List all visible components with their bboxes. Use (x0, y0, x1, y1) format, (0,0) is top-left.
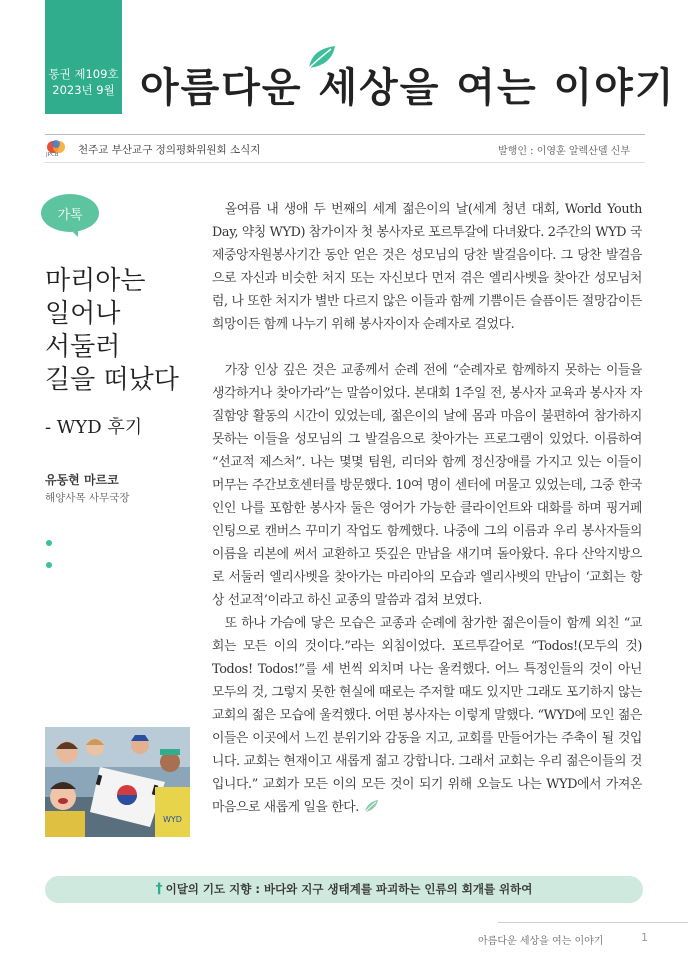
issue-badge (45, 0, 122, 114)
article-paragraph: 올여름 내 생애 두 번째의 세계 젊은이의 날(세계 청년 대회, World Youth Day, 약칭 WYD) 참가이자 첫 봉사자로 포르투갈에 다녀왔다. 2주간의 WYD 국제중앙자원봉사기간 동안 얻은 것은 성모님의 당찬 발걸음이다. 그 당찬 발걸음으로 자신과 비슷한 처지 또는 자신보다 먼저 겪은 엘리사벳을 찾아간 성모님처럼, 나 또한 처지가 별반 다르지 않은 이들과 함께 기쁨이든 슬픔이든 절망감이든 희망이든 함께 나누기 위해 봉사자이자 순례자로 걸었다. (212, 202, 642, 332)
masthead-title: 아름다운 세상을 여는 이야기 (140, 64, 676, 111)
end-leaf-icon (363, 799, 379, 813)
header-divider (45, 134, 645, 135)
logo-caption: JPCB (46, 152, 59, 158)
title-line: 마리아는 (45, 266, 146, 296)
title-line: 일어나 (45, 299, 121, 329)
article-body (212, 198, 642, 819)
footer-divider (498, 922, 688, 923)
cross-icon: † (155, 881, 163, 897)
page-number: 1 (641, 931, 648, 944)
organization-name: 천주교 부산교구 정의평화위원회 소식지 (78, 144, 261, 156)
author-role: 해양사목 사무국장 (45, 492, 130, 504)
footer-running-title: 아름다운 세상을 여는 이야기 (478, 936, 604, 947)
bullet-dot (46, 540, 52, 546)
article-title (45, 265, 205, 397)
author-name: 유동현 마르코 (45, 473, 119, 487)
title-line: 길을 떠났다 (45, 365, 179, 395)
article-paragraph-text: 또 하나 가슴에 닿은 모습은 교종과 순례에 참가한 젊은이들이 함께 외친 “교회는 모든 이의 것이다.”라는 외침이었다. 포르투갈어로 “Todos!(모두의 것) Todos! Todos!”를 세 번씩 외치며 나는 울컥했다. 어느 특정인들의 것이 아닌 모두의 것, 그렇지 못한 현실에 때로는 주저할 때도 있지만 그래도 포기하지 않는 교회의 젊은 모습에 울컥했다. 어떤 봉사자는 이렇게 말했다. “WYD에 모인 젊은이들은 이곳에서 느낀 분위기와 감동을 지고, 교회를 만들어가는 주축이 될 것입니다. 교회는 현재이고 새롭게 젊고 강합니다. 그래서 교회는 우리 젊은이들의 것입니다.” 교회가 모든 이의 모든 것이 되기 위해 오늘도 나는 WYD에서 가져온 마음으로 새롭게 일을 한다. (212, 616, 642, 815)
article-paragraph: 가장 인상 깊은 것은 교종께서 순례 전에 “순례자로 함께하지 못하는 이들을 생각하거나 찾아가라”는 말씀이었다. 본대회 1주일 전, 봉사자 교육과 봉사자 자질함양 활동의 시간이 있었는데, 젊은이의 날에 몸과 마음이 불편하여 참가하지 못하는 이들을 성모님의 그 발걸음으로 찾아가는 프로그램이 있었다. 이름하여 “선교적 제스처”. 나는 몇몇 팀원, 리더와 함께 정신장애를 가지고 있는 이들이 머무는 주간보호센터를 방문했다. 10여 명이 센터에 머물고 있었는데, 그중 한국인인 나를 포함한 봉사자 둘은 영어가 가능한 클라이언트와 대화를 하며 핑거페인팅으로 캔버스 꾸미기 작업도 함께했다. 나중에 그의 이름과 우리 봉사자들의 이름을 리본에 써서 교환하고 뜻깊은 만남을 새기며 돌아왔다. 유다 산악지방으로 서둘러 엘리사벳을 찾아가는 마리아의 모습과 엘리사벳의 만남이 ‘교회는 항상 선교적’이라고 하신 교종의 말씀과 겹쳐 보였다. (212, 363, 642, 608)
publisher-line: 발행인 : 이영훈 알렉산델 신부 (498, 146, 631, 157)
photo-sign-text: WYD (163, 815, 182, 824)
bullet-dot (46, 562, 52, 568)
prayer-intention (45, 876, 643, 903)
issue-number: 통권 제109호 (48, 67, 119, 81)
category-label: 가톡 (57, 208, 83, 223)
prayer-intention-text: 이달의 기도 지향 : 바다와 지구 생태계를 파괴하는 인류의 회개를 위하여 (165, 882, 533, 896)
wyd-group-photo (45, 727, 190, 837)
title-line: 서둘러 (45, 332, 121, 362)
issue-date: 2023년 9월 (52, 83, 115, 97)
header-subdivider (45, 162, 645, 163)
article-subtitle: - WYD 후기 (45, 417, 143, 438)
article-paragraph (212, 612, 642, 819)
